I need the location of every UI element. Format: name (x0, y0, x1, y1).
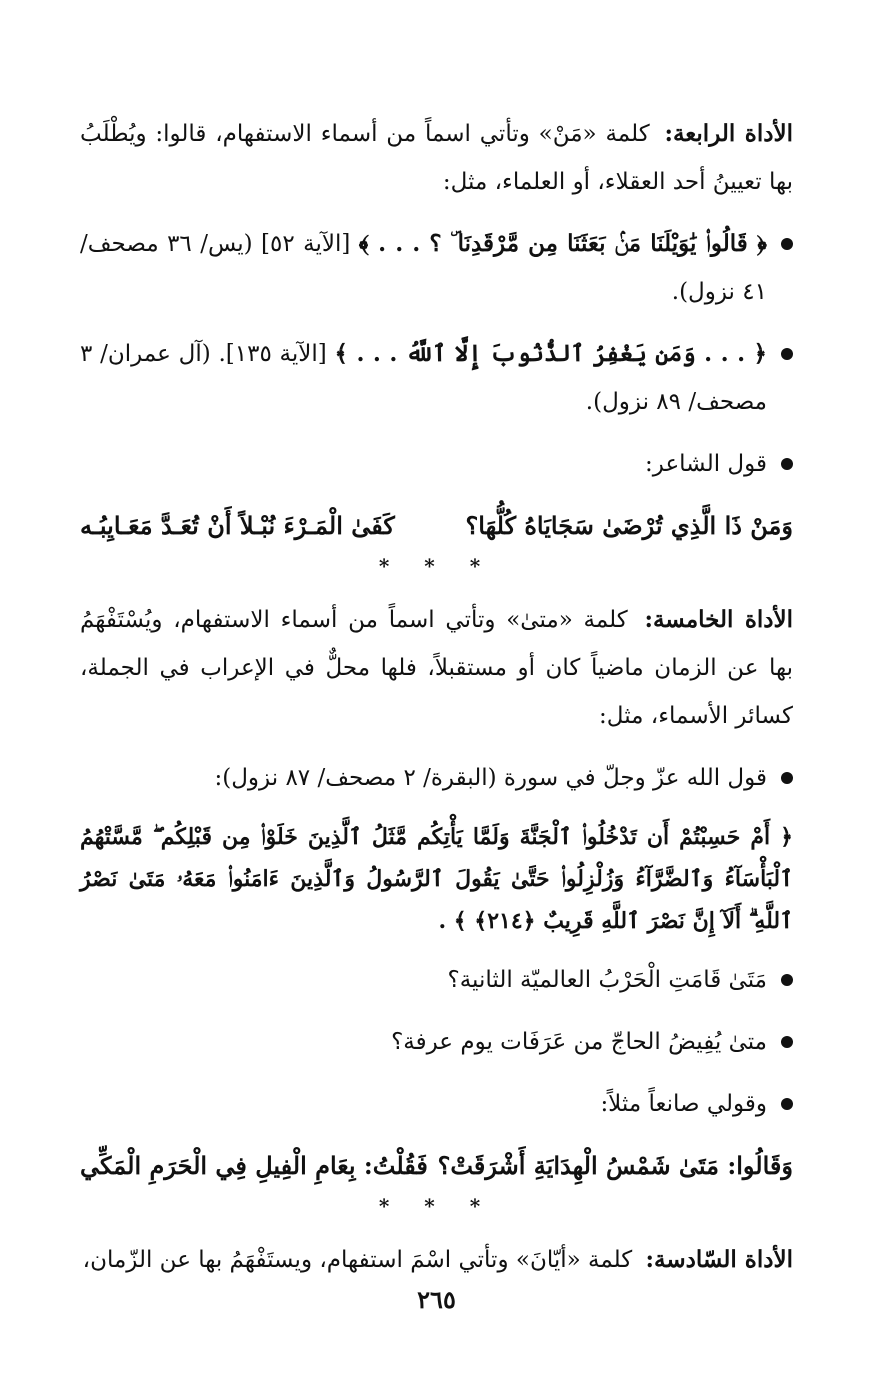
bullet-icon (781, 1036, 793, 1048)
quran-reference: [الآية ١٣٥]. (آل عمران/ ٣ مصحف/ ٨٩ نزول). (80, 341, 767, 415)
bullet-icon (781, 458, 793, 470)
page-number: ٢٦٥ (417, 1285, 456, 1314)
section4-intro: كلمة «مَنْ» وتأتي اسماً من أسماء الاستفهام، قالوا: ويُطْلَبُ بها تعيينُ أحد العقلاء، أو العلماء، مثل: (80, 121, 793, 195)
section5-example-4-label: وقولي صانعاً مثلاً: (80, 1080, 793, 1128)
section5-paragraph (80, 596, 793, 740)
verse-first-hemistich: وَمَنْ ذَا الَّذِي تُرْضَىٰ سَجَايَاهُ كُلُّهَا؟ (465, 511, 793, 540)
section5-example-3: متىٰ يُفِيضُ الحاجّ من عَرَفَات يوم عرفة؟ (80, 1018, 793, 1066)
quran-quote: ﴿ قَالُوا۟ يَٰوَيْلَنَا مَنۢ بَعَثَنَا مِن مَّرْقَدِنَا ۜ ؟ . . . ﴾ (358, 230, 767, 257)
section4-example-1 (80, 220, 793, 316)
verse-second-hemistich: فَقُلْتُ: بِعَامِ الْفِيلِ فِي الْحَرَمِ الْمَكِّي (80, 1151, 428, 1180)
section4-example-2 (80, 330, 793, 426)
section5-example-1-label: قول الله عزّ وجلّ في سورة (البقرة/ ٢ مصحف/ ٨٧ نزول): (80, 754, 793, 802)
bullet-icon (781, 974, 793, 986)
section-separator: * * * (378, 1194, 495, 1218)
section6-title: الأداة السّادسة: (645, 1246, 793, 1273)
section6-paragraph (80, 1236, 793, 1284)
verse-first-hemistich: وَقَالُوا: مَتَىٰ شَمْسُ الْهِدَايَةِ أَشْرَقَتْ؟ (437, 1151, 793, 1180)
poetry-verse (80, 1142, 793, 1190)
verse-second-hemistich: كَفَىٰ الْمَـرْءَ نُبْـلاً أَنْ تُعَـدَّ مَعَـايِبُـه (80, 511, 395, 540)
section4-paragraph (80, 110, 793, 206)
quran-quote: ﴿ . . . وَمَن يَغْفِرُ ٱلذُّنُوبَ إِلَّا ٱللَّهُ . . . ﴾ (334, 340, 767, 367)
section5-title: الأداة الخامسة: (644, 606, 794, 633)
bullet-icon (781, 772, 793, 784)
bullet-icon (781, 348, 793, 360)
section4-poet-label: قول الشاعر: (80, 440, 793, 488)
section-separator: * * * (378, 554, 495, 578)
section4-title: الأداة الرابعة: (664, 120, 793, 147)
section5-example-2: مَتَىٰ قَامَتِ الْحَرْبُ العالميّة الثانية؟ (80, 956, 793, 1004)
bullet-icon (781, 1098, 793, 1110)
section6-intro: كلمة «أيّانَ» وتأتي اسْمَ استفهام، ويستَفْهَمُ بها عن الزّمان، (82, 1247, 633, 1273)
quran-ayah-block: ﴿ أَمْ حَسِبْتُمْ أَن تَدْخُلُوا۟ ٱلْجَنَّةَ وَلَمَّا يَأْتِكُم مَّثَلُ ٱلَّذِينَ خَلَوْا۟ مِن قَبْلِكُم ۖ مَّسَّتْهُمُ ٱلْبَأْسَآءُ وَٱلضَّرَّآءُ وَزُلْزِلُوا۟ حَتَّىٰ يَقُولَ ٱلرَّسُولُ وَٱلَّذِينَ ءَامَنُوا۟ مَعَهُۥ مَتَىٰ نَصْرُ ٱللَّهِ ۗ أَلَآ إِنَّ نَصْرَ ٱللَّهِ قَرِيبٌ ﴿٢١٤﴾ ﴾ . (80, 824, 793, 934)
section5-intro: كلمة «متىٰ» وتأتي اسماً من أسماء الاستفهام، ويُسْتَفْهَمُ بها عن الزمان ماضياً كان أو مستقبلاً، فلها محلٌّ في الإعراب في الجملة، كسائر الأسماء، مثل: (80, 607, 793, 729)
quran-reference: [الآية ٥٢] (يس/ ٣٦ مصحف/ ٤١ نزول). (80, 231, 767, 305)
poetry-verse (80, 502, 793, 550)
bullet-icon (781, 238, 793, 250)
